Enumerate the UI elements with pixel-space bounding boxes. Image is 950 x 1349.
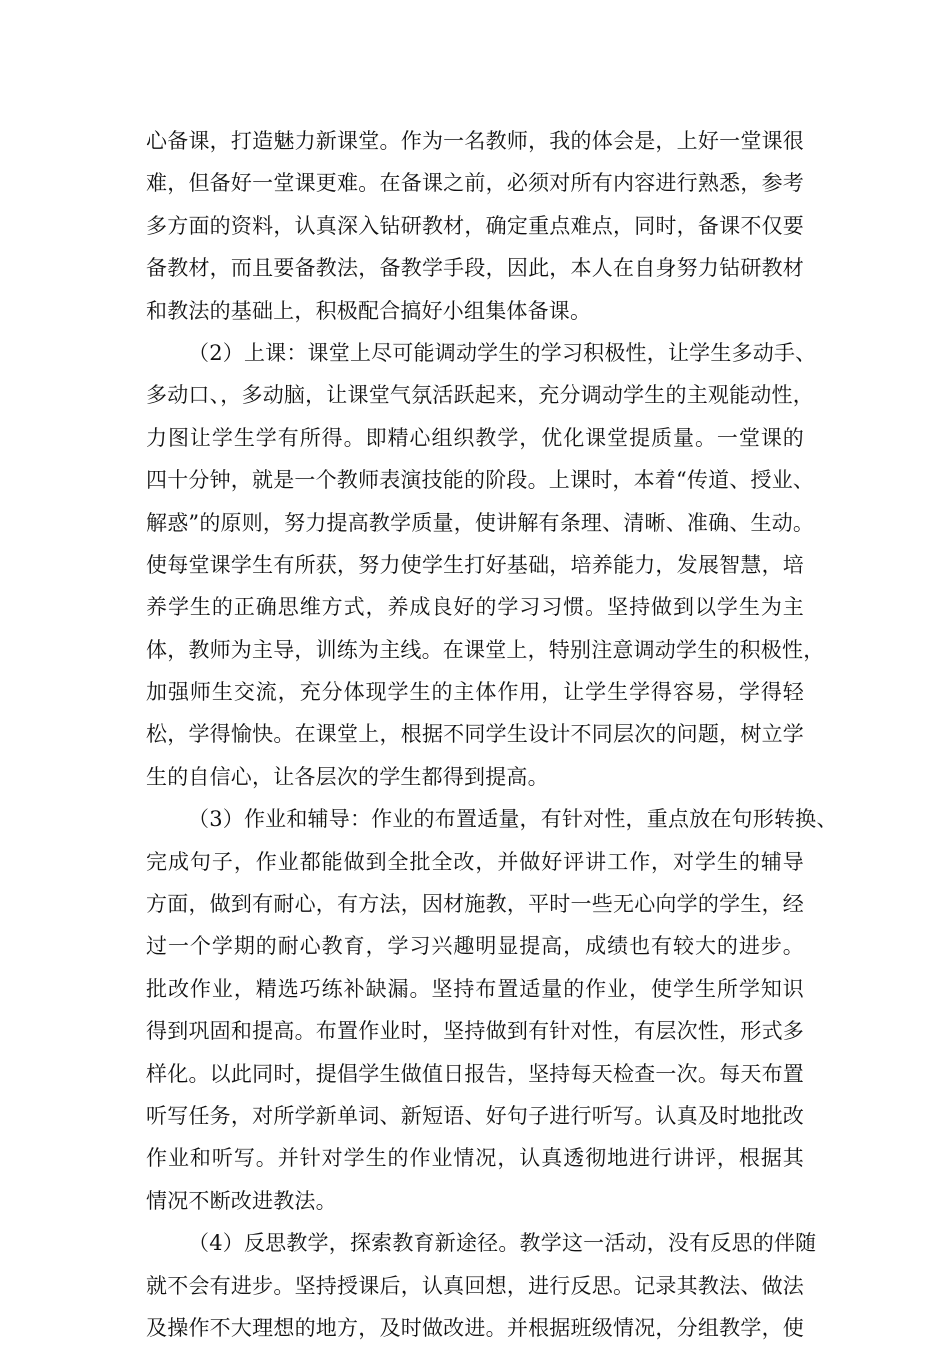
document-body: [146, 120, 838, 1349]
text-line: 过一个学期的耐心教育，学习兴趣明显提高，成绩也有较大的进步。: [146, 934, 804, 959]
text-line: （3）作业和辅导：作业的布置适量，有针对性，重点放在句形转换、: [188, 807, 838, 832]
text-line: 作业和听写。并针对学生的作业情况，认真透彻地进行讲评，根据其: [146, 1146, 804, 1171]
text-line: 样化。以此同时，提倡学生做值日报告，坚持每天检查一次。每天布置: [146, 1061, 804, 1086]
text-line: 心备课，打造魅力新课堂。作为一名教师，我的体会是，上好一堂课很: [146, 129, 804, 153]
paragraph-homework-tutoring: [146, 798, 838, 1222]
text-line: 就不会有进步。坚持授课后，认真回想，进行反思。记录其教法、做法: [146, 1273, 804, 1298]
text-line: 及操作不大理想的地方，及时做改进。并根据班级情况，分组教学，使: [146, 1315, 804, 1340]
paragraph-class-teaching: [146, 332, 825, 798]
text-line: 加强师生交流，充分体现学生的主体作用，让学生学得容易，学得轻: [146, 680, 804, 705]
text-line: 听写任务，对所学新单词、新短语、好句子进行听写。认真及时地批改: [146, 1103, 804, 1128]
text-line: 批改作业，精选巧练补缺漏。坚持布置适量的作业，使学生所学知识: [146, 976, 804, 1001]
text-line: 多方面的资料，认真深入钻研教材，确定重点难点，同时，备课不仅要: [146, 213, 804, 238]
text-line: 和教法的基础上，积极配合搞好小组集体备课。: [146, 298, 592, 323]
text-line: 松，学得愉快。在课堂上，根据不同学生设计不同层次的问题，树立学: [146, 722, 804, 747]
text-line: 解惑”的原则，努力提高教学质量，使讲解有条理、清晰、准确、生动。: [146, 510, 815, 535]
text-line: （4）反思教学，探索教育新途径。教学这一活动，没有反思的伴随: [188, 1231, 817, 1256]
text-line: 使每堂课学生有所获，努力使学生打好基础，培养能力，发展智慧，培: [146, 552, 804, 577]
text-line: 方面，做到有耐心，有方法，因材施教，平时一些无心向学的学生，经: [146, 892, 804, 917]
text-line: （2）上课：课堂上尽可能调动学生的学习积极性，让学生多动手、: [188, 340, 817, 365]
text-line: 力图让学生学有所得。即精心组织教学，优化课堂提质量。一堂课的: [146, 425, 804, 450]
text-line: 体，教师为主导，训练为主线。在课堂上，特别注意调动学生的积极性，: [146, 637, 825, 662]
text-line: 情况不断改进教法。: [146, 1188, 337, 1213]
text-line: 养学生的正确思维方式，养成良好的学习习惯。坚持做到以学生为主: [146, 595, 804, 620]
text-line: 备教材，而且要备教法，备教学手段，因此，本人在自身努力钻研教材: [146, 256, 804, 281]
text-line: 完成句子，作业都能做到全批全改，并做好评讲工作，对学生的辅导: [146, 849, 804, 874]
text-line: 四十分钟，就是一个教师表演技能的阶段。上课时，本着“传道、授业、: [146, 468, 815, 493]
text-line: 得到巩固和提高。布置作业时，坚持做到有针对性，有层次性，形式多: [146, 1019, 804, 1044]
paragraph-reflective-teaching: [146, 1222, 817, 1349]
text-line: 生的自信心，让各层次的学生都得到提高。: [146, 764, 549, 789]
text-line: 多动口、，多动脑，让课堂气氛活跃起来，充分调动学生的主观能动性，: [146, 383, 814, 408]
text-line: 难，但备好一堂课更难。在备课之前，必须对所有内容进行熟悉，参考: [146, 171, 804, 196]
paragraph-lesson-preparation: [146, 120, 804, 332]
